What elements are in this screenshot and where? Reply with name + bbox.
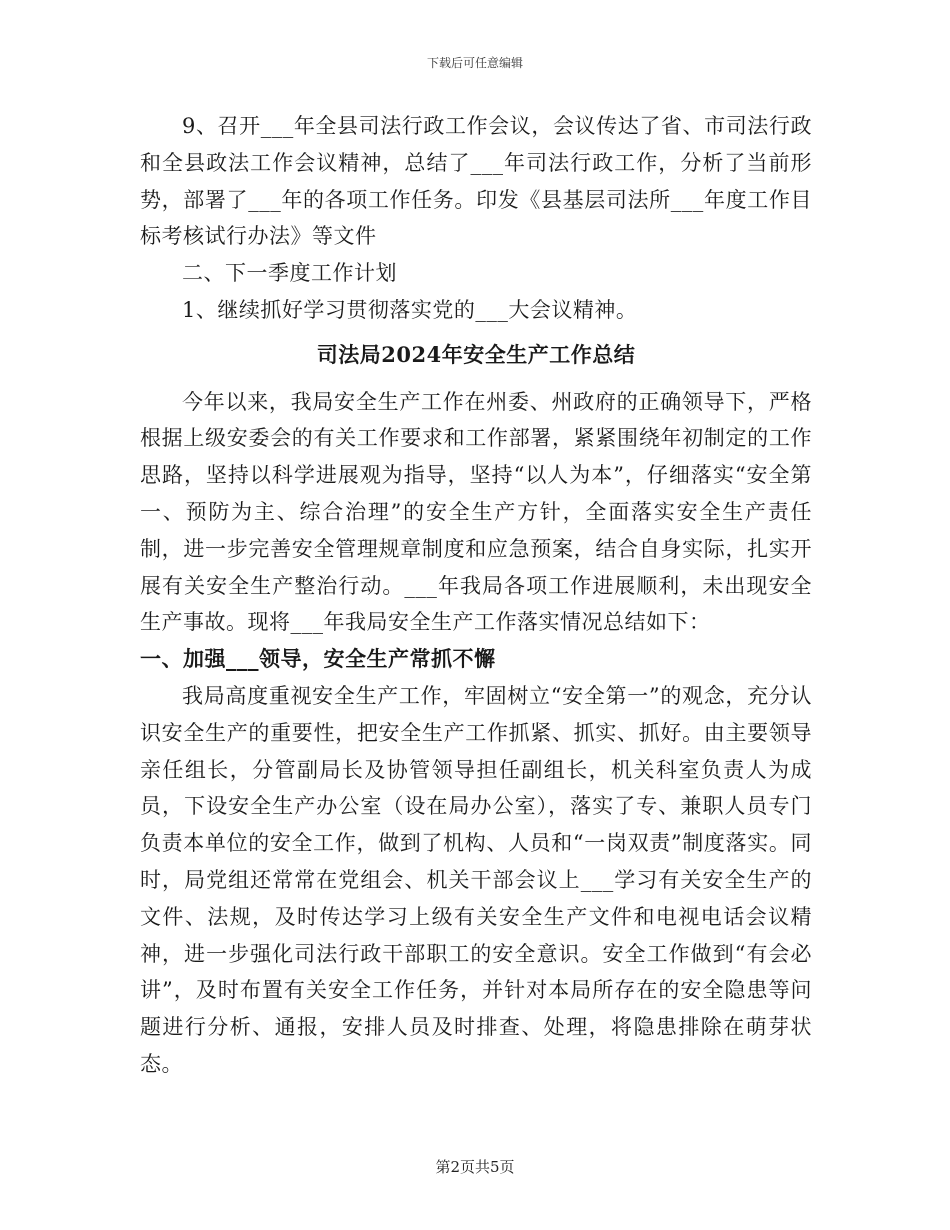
page-number: 第2页共5页 bbox=[435, 1158, 515, 1176]
item-9-paragraph: 9、召开___年全县司法行政工作会议，会议传达了省、市司法行政和全县政法工作会议精神，总结了___年司法行政工作，分析了当前形势，部署了___年的各项工作任务。印发《县基层司法所___年度工作目标考核试行办法》等文件 bbox=[140, 114, 812, 249]
section-1-paragraph: 我局高度重视安全生产工作，牢固树立“安全第一”的观念，充分认识安全生产的重要性，把安全生产工作抓紧、抓实、抓好。由主要领导亲任组长，分管副局长及协管领导担任副组长，机关科室负责人为成员，下设安全生产办公室（设在局办公室），落实了专、兼职人员专门负责本单位的安全工作，做到了机构、人员和“一岗双责”制度落实。同时，局党组还常常在党组会、机关干部会议上___学习有关安全生产的文件、法规，及时传达学习上级有关安全生产文件和电视电话会议精神，进一步强化司法行政干部职工的安全意识。安全工作做到“有会必讲”，及时布置有关安全工作任务，并针对本局所存在的安全隐患等问题进行分析、通报，安排人员及时排查、处理，将隐患排除在萌芽状态。 bbox=[140, 683, 812, 1076]
intro-paragraph: 今年以来，我局安全生产工作在州委、州政府的正确领导下，严格根据上级安委会的有关工作要求和工作部署，紧紧围绕年初制定的工作思路，坚持以科学进展观为指导，坚持“以人为本”，仔细落实“安全第一、预防为主、综合治理”的安全生产方针，全面落实安全生产责任制，进一步完善安全管理规章制度和应急预案，结合自身实际，扎实开展有关安全生产整治行动。___年我局各项工作进展顺利，未出现安全生产事故。现将___年我局安全生产工作落实情况总结如下： bbox=[140, 389, 812, 635]
section-2-heading: 二、下一季度工作计划 bbox=[182, 261, 397, 286]
plan-item-1: 1、继续抓好学习贯彻落实党的___大会议精神。 bbox=[182, 297, 638, 322]
section-1-heading: 一、加强___领导，安全生产常抓不懈 bbox=[140, 646, 496, 672]
page-header: 下载后可任意编辑 bbox=[426, 56, 523, 70]
article-title: 司法局2024年安全生产工作总结 bbox=[316, 341, 636, 367]
document-body bbox=[140, 108, 812, 1083]
